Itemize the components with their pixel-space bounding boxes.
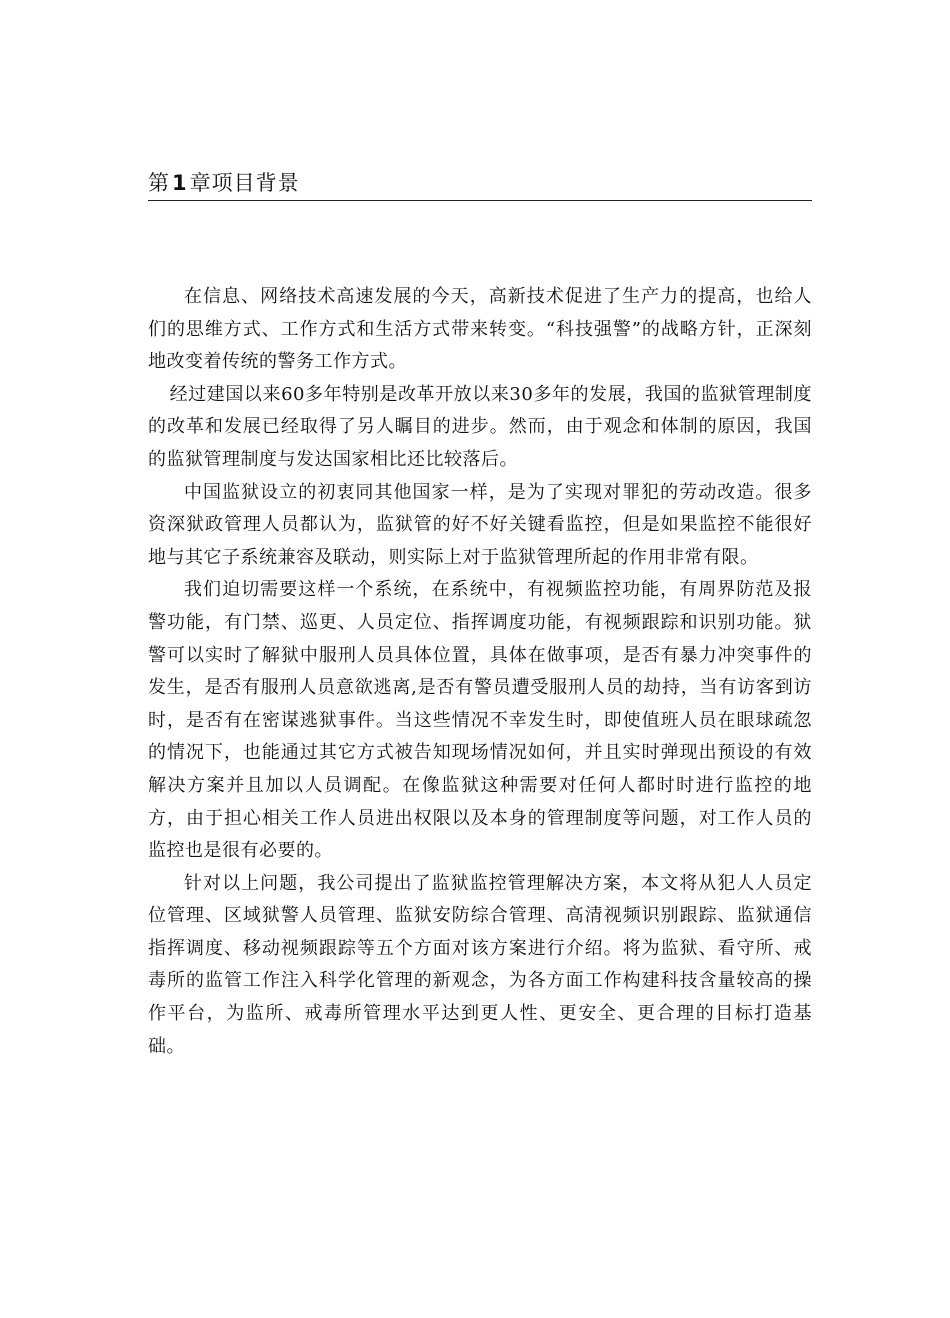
paragraph-2: 经过建国以来60多年特别是改革开放以来30多年的发展，我国的监狱管理制度的改革和发展已经取得了另人瞩目的进步。然而，由于观念和体制的原因，我国的监狱管理制度与发达国家相比还比较落后。 <box>148 383 812 470</box>
chapter-prefix: 第 <box>148 171 170 195</box>
paragraph-5: 针对以上问题，我公司提出了监狱监控管理解决方案，本文将从犯人人员定位管理、区域狱警人员管理、监狱安防综合管理、高清视频识别跟踪、监狱通信指挥调度、移动视频跟踪等五个方面对该方案进行介绍。将为监狱、看守所、戒毒所的监管工作注入科学化管理的新观念，为各方面工作构建科技含量较高的操作平台，为监所、戒毒所管理水平达到更人性、更安全、更合理的目标打造基础。 <box>148 872 812 1057</box>
paragraph-4: 我们迫切需要这样一个系统，在系统中，有视频监控功能，有周界防范及报警功能，有门禁、巡更、人员定位、指挥调度功能，有视频跟踪和识别功能。狱警可以实时了解狱中服刑人员具体位置，具体在做事项，是否有暴力冲突事件的发生，是否有服刑人员意欲逃离,是否有警员遭受服刑人员的劫持，当有访客到访时，是否有在密谋逃狱事件。当这些情况不幸发生时，即使值班人员在眼球疏忽的情况下，也能通过其它方式被告知现场情况如何，并且实时弹现出预设的有效解决方案并且加以人员调配。在像监狱这种需要对任何人都时时进行监控的地方，由于担心相关工作人员进出权限以及本身的管理制度等问题，对工作人员的监控也是很有必要的。 <box>148 579 812 862</box>
chapter-heading <box>148 170 812 201</box>
body-text <box>148 281 812 1063</box>
chapter-title: 章项目背景 <box>189 171 300 195</box>
chapter-number: 1 <box>172 171 188 195</box>
paragraph-1: 在信息、网络技术高速发展的今天，高新技术促进了生产力的提高，也给人们的思维方式、工作方式和生活方式带来转变。“科技强警”的战略方针，正深刻地改变着传统的警务工作方式。 <box>148 286 812 373</box>
paragraph-3: 中国监狱设立的初衷同其他国家一样，是为了实现对罪犯的劳动改造。很多资深狱政管理人员都认为，监狱管的好不好关键看监控，但是如果监控不能很好地与其它子系统兼容及联动，则实际上对于监狱管理所起的作用非常有限。 <box>148 481 812 568</box>
